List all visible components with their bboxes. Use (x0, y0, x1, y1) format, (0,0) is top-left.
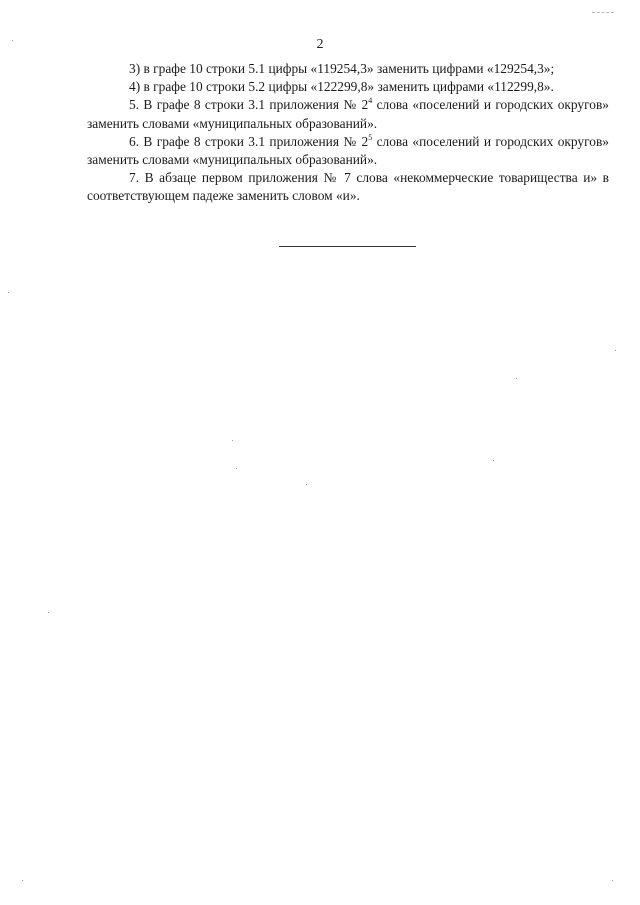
paragraph-5 (87, 96, 609, 132)
document-body (87, 60, 609, 206)
scan-artifact-dash (592, 12, 614, 13)
page-number: 2 (316, 37, 324, 52)
paragraph-6-text-after: слова «поселений и городских округов» заменить словами «муниципальных образований». (87, 133, 609, 168)
paragraph-5-text-after: слова «поселений и городских округов» заменить словами «муниципальных образований». (87, 97, 609, 131)
scan-speck (48, 612, 49, 613)
paragraph-7: 7. В абзаце первом приложения № 7 слова «некоммерческие товарищества и» в соответствующем падеже заменить словом «и». (87, 170, 609, 204)
end-of-document-rule (279, 246, 416, 247)
paragraph-6 (87, 133, 609, 169)
scan-speck (8, 292, 9, 293)
scan-speck (612, 880, 613, 881)
scan-speck (516, 378, 517, 379)
paragraph-4: 4) в графе 10 строки 5.2 цифры «122299,8» заменить цифрами «112299,8». (129, 79, 554, 95)
scan-speck (12, 40, 13, 41)
scan-speck (306, 484, 307, 485)
paragraph-3: 3) в графе 10 строки 5.1 цифры «119254,3» заменить цифрами «129254,3»; (129, 61, 555, 76)
paragraph-5-text-before: 5. В графе 8 строки 3.1 приложения № 2 (129, 97, 369, 113)
paragraph-5-superscript: 4 (368, 96, 373, 106)
scan-speck (22, 880, 23, 881)
paragraph-6-superscript: 5 (368, 132, 373, 142)
scan-speck (236, 468, 237, 469)
paragraph-6-text-before: 6. В графе 8 строки 3.1 приложения № 2 (129, 133, 369, 149)
scan-speck (615, 350, 616, 351)
scan-speck (493, 460, 494, 461)
scan-speck (232, 440, 233, 441)
